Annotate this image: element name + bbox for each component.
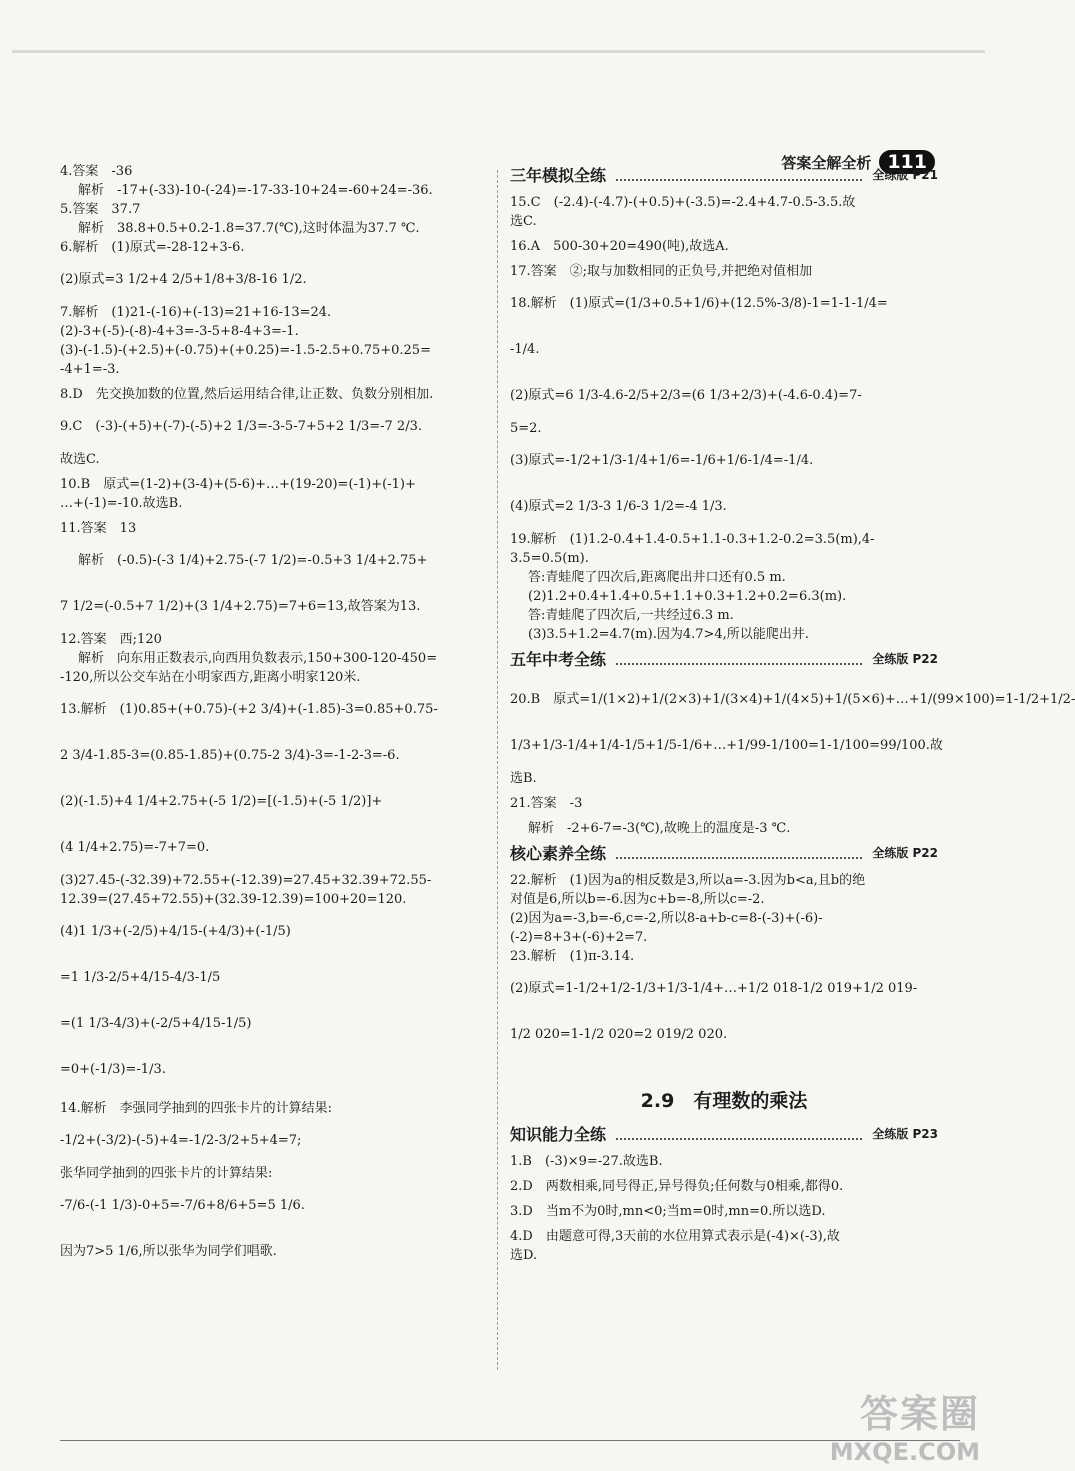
- answer-line: 解析 -17+(-33)-10-(-24)=-17-33-10+24=-60+24=-36.: [78, 183, 433, 198]
- page-number: 111: [879, 150, 935, 174]
- answer-line: (2)原式=6 1/3-4.6-2/5+2/3=(6 1/3+2/3)+(-4.6-0.4)=7-: [510, 388, 862, 403]
- answer-line: 张华同学抽到的四张卡片的计算结果:: [60, 1166, 273, 1181]
- bottom-rule: [60, 1440, 960, 1441]
- answer-line: =1 1/3-2/5+4/15-4/3-1/5: [60, 970, 221, 985]
- answer-line: 7 1/2=(-0.5+7 1/2)+(3 1/4+2.75)=7+6=13,故答案为13.: [60, 599, 421, 614]
- answer-line: 14.解析 李强同学抽到的四张卡片的计算结果:: [60, 1101, 333, 1116]
- answer-line: 19.解析 (1)1.2-0.4+1.4-0.5+1.1-0.3+1.2-0.2=3.5(m),4-: [510, 532, 875, 547]
- answer-line: 解析 -2+6-7=-3(℃),故晚上的温度是-3 ℃.: [528, 821, 791, 836]
- answer-line: 5=2.: [510, 421, 542, 436]
- answer-line: 18.解析 (1)原式=(1/3+0.5+1/6)+(12.5%-3/8)-1=1-1-1/4=: [510, 296, 888, 311]
- section-header: [510, 1125, 938, 1144]
- answer-line: 对值是6,所以b=-6.因为c+b=-8,所以c=-2.: [510, 892, 765, 907]
- answer-line: (3)3.5+1.2=4.7(m).因为4.7>4,所以能爬出井.: [528, 627, 809, 642]
- answer-line: 3.D 当m不为0时,mn<0;当m=0时,mn=0.所以选D.: [510, 1204, 826, 1219]
- answer-line: 23.解析 (1)π-3.14.: [510, 949, 635, 964]
- answer-line: -120,所以公交车站在小明家西方,距离小明家120米.: [60, 670, 361, 685]
- dotted-leader: [616, 655, 862, 665]
- answer-line: =(1 1/3-4/3)+(-2/5+4/15-1/5): [60, 1016, 252, 1031]
- watermark-url: MXQE.COM: [829, 1438, 980, 1466]
- answer-line: (4 1/4+2.75)=-7+7=0.: [60, 840, 210, 855]
- answer-line: (3)27.45-(-32.39)+72.55+(-12.39)=27.45+32.39+72.55-: [60, 873, 432, 888]
- answer-line: 4.答案 -36: [60, 164, 133, 179]
- dotted-leader: [616, 849, 862, 859]
- column-divider: [497, 170, 498, 1370]
- answer-line: (4)原式=2 1/3-3 1/6-3 1/2=-4 1/3.: [510, 499, 727, 514]
- section-ref: 全练版 P22: [872, 846, 938, 860]
- answer-line: 3.5=0.5(m).: [510, 551, 589, 566]
- header-title: 答案全解全析: [781, 153, 872, 172]
- answer-line: -1/2+(-3/2)-(-5)+4=-1/2-3/2+5+4=7;: [60, 1133, 302, 1148]
- answer-line: (3)原式=-1/2+1/3-1/4+1/6=-1/6+1/6-1/4=-1/4.: [510, 453, 814, 468]
- answer-line: 4.D 由题意可得,3天前的水位用算式表示是(-4)×(-3),故: [510, 1229, 840, 1244]
- answer-line: 17.答案 ②;取与加数相同的正负号,并把绝对值相加: [510, 264, 813, 279]
- answer-line: (2)因为a=-3,b=-6,c=-2,所以8-a+b-c=8-(-3)+(-6)-: [510, 911, 823, 926]
- answer-line: 11.答案 13: [60, 521, 137, 536]
- section-ref: 全练版 P23: [872, 1127, 938, 1141]
- answer-line: -1/4.: [510, 342, 540, 357]
- answer-line: 5.答案 37.7: [60, 202, 141, 217]
- answer-line: 8.D 先交换加数的位置,然后运用结合律,让正数、负数分别相加.: [60, 387, 434, 402]
- section-title: 三年模拟全练: [510, 166, 607, 185]
- answer-line: (2)(-1.5)+4 1/4+2.75+(-5 1/2)=[(-1.5)+(-5 1/2)]+: [60, 794, 383, 809]
- answer-line: 2.D 两数相乘,同号得正,异号得负;任何数与0相乘,都得0.: [510, 1179, 844, 1194]
- watermark-text: 答案圈: [859, 1392, 980, 1436]
- watermark-logo: [830, 1383, 980, 1466]
- answer-line: 9.C (-3)-(+5)+(-7)-(-5)+2 1/3=-3-5-7+5+2 1/3=-7 2/3.: [60, 419, 422, 434]
- answer-line: 16.A 500-30+20=490(吨),故选A.: [510, 239, 729, 254]
- answer-line: 7.解析 (1)21-(-16)+(-13)=21+16-13=24.: [60, 305, 332, 320]
- answer-line: (2)1.2+0.4+1.4+0.5+1.1+0.3+1.2+0.2=6.3(m).: [528, 589, 847, 604]
- section-header: [510, 650, 938, 669]
- answer-line: 选C.: [510, 214, 537, 229]
- section-header: [510, 166, 938, 185]
- answer-line: 选B.: [510, 771, 537, 786]
- answer-line: 1.B (-3)×9=-27.故选B.: [510, 1154, 663, 1169]
- answer-line: 15.C (-2.4)-(-4.7)-(+0.5)+(-3.5)=-2.4+4.7-0.5-3.5.故: [510, 195, 856, 210]
- answer-line: 故选C.: [60, 452, 100, 467]
- answer-line: 解析 38.8+0.5+0.2-1.8=37.7(℃),这时体温为37.7 ℃.: [78, 221, 420, 236]
- answer-line: 解析 (-0.5)-(-3 1/4)+2.75-(-7 1/2)=-0.5+3 1/4+2.75+: [78, 553, 428, 568]
- answer-line: 1/2 020=1-1/2 020=2 019/2 020.: [510, 1027, 728, 1042]
- answer-line: 13.解析 (1)0.85+(+0.75)-(+2 3/4)+(-1.85)-3=0.85+0.75-: [60, 702, 438, 717]
- answer-line: 解析 向东用正数表示,向西用负数表示,150+300-120-450=: [78, 651, 438, 666]
- right-column: [510, 160, 1075, 1265]
- answer-line: 答:青蛙爬了四次后,一共经过6.3 m.: [528, 608, 734, 623]
- answer-line: -4+1=-3.: [60, 362, 120, 377]
- answer-line: =0+(-1/3)=-1/3.: [60, 1062, 166, 1077]
- dotted-leader: [616, 171, 862, 181]
- answer-line: (2)原式=1-1/2+1/2-1/3+1/3-1/4+…+1/2 018-1/2 019+1/2 019-: [510, 981, 918, 996]
- answer-line: 20.B 原式=1/(1×2)+1/(2×3)+1/(3×4)+1/(4×5)+1/(5×6)+…+1/(99×100)=1-1/2+1/2-: [510, 692, 1075, 707]
- answer-line: 12.39=(27.45+72.55)+(32.39-12.39)=100+20=120.: [60, 892, 407, 907]
- section-ref: 全练版 P21: [872, 168, 938, 182]
- answer-line: 2 3/4-1.85-3=(0.85-1.85)+(0.75-2 3/4)-3=-1-2-3=-6.: [60, 748, 400, 763]
- answer-line: 22.解析 (1)因为a的相反数是3,所以a=-3.因为b<a,且b的绝: [510, 873, 866, 888]
- answer-line: 12.答案 西;120: [60, 632, 162, 647]
- answer-line: 6.解析 (1)原式=-28-12+3-6.: [60, 240, 245, 255]
- answer-line: (-2)=8+3+(-6)+2=7.: [510, 930, 648, 945]
- answer-line: (3)-(-1.5)-(+2.5)+(-0.75)+(+0.25)=-1.5-2.5+0.75+0.25=: [60, 343, 431, 358]
- answer-line: (2)原式=3 1/2+4 2/5+1/8+3/8-16 1/2.: [60, 272, 307, 287]
- section-title: 知识能力全练: [510, 1125, 607, 1144]
- section-title: 核心素养全练: [510, 844, 607, 863]
- answer-line: -7/6-(-1 1/3)-0+5=-7/6+8/6+5=5 1/6.: [60, 1198, 305, 1213]
- answer-line: 21.答案 -3: [510, 796, 583, 811]
- answer-line: 1/3+1/3-1/4+1/4-1/5+1/5-1/6+…+1/99-1/100=1-1/100=99/100.故: [510, 738, 943, 753]
- section-ref: 全练版 P22: [872, 652, 938, 666]
- lesson-title: 2.9 有理数的乘法: [640, 1090, 808, 1112]
- dotted-leader: [616, 1130, 862, 1140]
- answer-line: 答:青蛙爬了四次后,距离爬出井口还有0.5 m.: [528, 570, 786, 585]
- answer-line: 选D.: [510, 1248, 538, 1263]
- top-edge: [12, 50, 985, 53]
- section-header: [510, 844, 938, 863]
- answer-line: 因为7>5 1/6,所以张华为同学们唱歌.: [60, 1244, 277, 1259]
- answer-line: (4)1 1/3+(-2/5)+4/15-(+4/3)+(-1/5): [60, 924, 291, 939]
- answer-line: …+(-1)=-10.故选B.: [60, 496, 183, 511]
- left-column: [60, 160, 485, 1275]
- answer-line: 10.B 原式=(1-2)+(3-4)+(5-6)+…+(19-20)=(-1)+(-1)+: [60, 477, 416, 492]
- section-title: 五年中考全练: [510, 650, 607, 669]
- answer-line: (2)-3+(-5)-(-8)-4+3=-3-5+8-4+3=-1.: [60, 324, 299, 339]
